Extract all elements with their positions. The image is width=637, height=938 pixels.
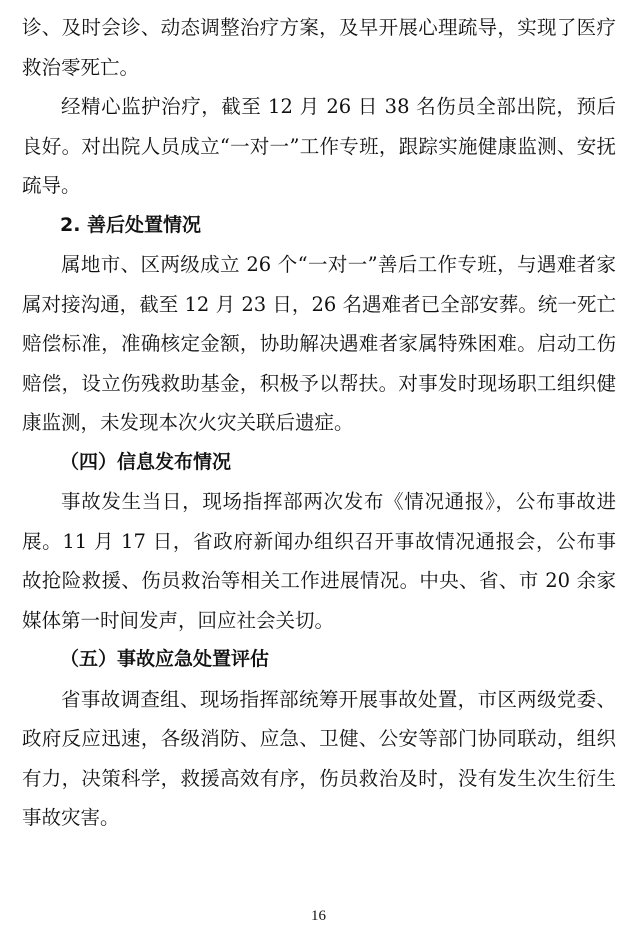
- heading-emergency-assessment: （五）事故应急处置评估: [60, 648, 270, 670]
- paragraph-information-release: 事故发生当日，现场指挥部两次发布《情况通报》，公布事故进展。11 月 17 日，省政府新闻办组织召开事故情况通报会，公布事故抢险救援、伤员救治等相关工作进展情况。中央、省、市 20 余家媒体第一时间发声，回应社会关切。: [22, 490, 616, 632]
- heading-aftermath-handling: 2. 善后处置情况: [60, 213, 202, 236]
- paragraph-medical-treatment-continued: 诊、及时会诊、动态调整治疗方案，及早开展心理疏导，实现了医疗救治零死亡。: [22, 16, 616, 79]
- page-number: 16: [311, 908, 326, 924]
- paragraph-discharge: 经精心监护治疗，截至 12 月 26 日 38 名伤员全部出院，预后良好。对出院人员成立“一对一”工作专班，跟踪实施健康监测、安抚疏导。: [22, 95, 616, 197]
- heading-information-release: （四）信息发布情况: [60, 450, 232, 473]
- paragraph-aftermath: 属地市、区两级成立 26 个“一对一”善后工作专班，与遇难者家属对接沟通，截至 12 月 23 日，26 名遇难者已全部安葬。统一死亡赔偿标准，准确核定金额，协助解决遇难者家属特殊困难。启动工伤赔偿，设立伤残救助基金，积极予以帮扶。对事发时现场职工组织健康监测，未发现本次火灾关联后遗症。: [22, 253, 616, 434]
- paragraph-emergency-assessment: 省事故调查组、现场指挥部统筹开展事故处置，市区两级党委、政府反应迅速，各级消防、应急、卫健、公安等部门协同联动，组织有力，决策科学，救援高效有序，伤员救治及时，没有发生次生衍生事故灾害。: [22, 687, 616, 829]
- document-body: [22, 8, 616, 838]
